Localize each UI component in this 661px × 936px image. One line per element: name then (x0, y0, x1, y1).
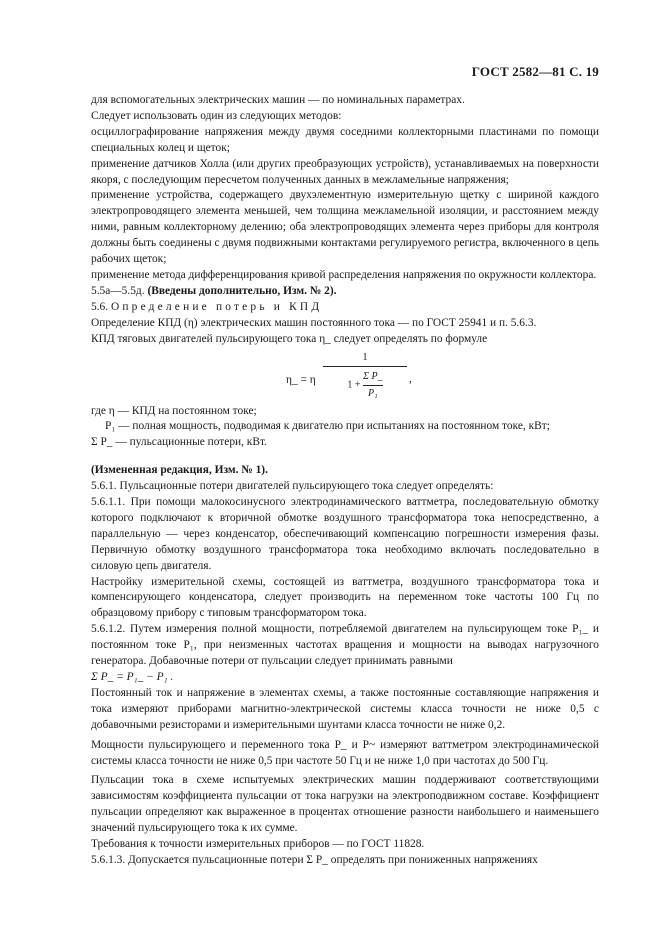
inner-numerator: Σ P_ (363, 369, 383, 386)
amendment-note (91, 284, 599, 300)
section-number: 5.5а—5.5д. (91, 284, 145, 297)
section-number: 5.6. (91, 300, 109, 313)
paragraph: Определение КПД (η) электрических машин постоянного тока — по ГОСТ 25941 и п. 5.6.3. (91, 316, 537, 329)
paragraph: Требования к точности измерительных приборов — по ГОСТ 11828. (91, 838, 425, 851)
definition-line: где η — КПД на постоянном токе; (91, 404, 257, 417)
page-header: ГОСТ 2582—81 С. 19 (471, 64, 599, 79)
amendment-note: (Измененная редакция, Изм. № 1). (91, 464, 268, 477)
losses-formula: Σ P_ = P₁_ − P₁ . (91, 671, 174, 683)
paragraph: 5.6.1.3. Допускается пульсационные потери Σ P_ определять при пониженных напряжениях (91, 853, 538, 866)
formula-fraction (323, 350, 407, 403)
paragraph: применение метода дифференцирования кривой распределения напряжения по окружности коллектора. (91, 268, 597, 281)
section-title: Определение потерь и КПД (110, 300, 323, 313)
paragraph: Постоянный ток и напряжение в элементах схемы, а также постоянные составляющие напряжения и тока измеряют приборами магнитно-электрической системы класса точности не ниже 0,5 с добавочными резисторами и измерительными шунтами класса точности не ниже 0,2. (91, 686, 599, 731)
inner-fraction (363, 369, 383, 402)
paragraph: для вспомогательных электрических машин — по номинальных параметрах. (91, 94, 465, 106)
fraction-numerator: 1 (323, 350, 407, 368)
formula-lhs: η_ = η (286, 373, 316, 386)
efficiency-formula (91, 348, 599, 404)
paragraph: 5.6.1.2. Путем измерения полной мощности, потребляемой двигателем на пульсирующем токе P₁_ и постоянном токе P₁, при неизменных частотах вращения и мощности на выводах нагрузочного генератора. Добавочные потери от пульсации следует принимать равными (91, 623, 599, 668)
document-body (91, 93, 599, 869)
definition-line: Σ P_ — пульсационные потери, кВт. (91, 436, 267, 449)
section-heading (91, 300, 599, 316)
paragraph: осциллографирование напряжения между двумя соседними коллекторными пластинами по помощи специальных колец и щеток; (91, 125, 599, 154)
denominator-prefix: 1 + (347, 380, 361, 392)
formula-comma: , (409, 372, 412, 385)
definition-line: P₁ — полная мощность, подводимая к двигателю при испытаниях на постоянном токе, кВт; (105, 420, 550, 433)
paragraph: Настройку измерительной схемы, состоящей из ваттметра, воздушного трансформатора тока и компенсирующего конденсатора, следует производить на переменном токе частоты 100 Гц по образцовому прибору с типовым трансформатором тока. (91, 575, 599, 620)
paragraph: 5.6.1. Пульсационные потери двигателей пульсирующего тока следует определять: (91, 480, 494, 493)
inner-denominator: P₁ (368, 388, 378, 400)
fraction-denominator (323, 367, 407, 402)
paragraph: применение датчиков Холла (или других преобразующих устройств), устанавливаемых на поверхности якоря, с последующим пересчетом полученных данных в межламельные напряжения; (91, 157, 599, 186)
paragraph: применение устройства, содержащего двухэлементную измерительную щетку с шириной каждого электропроводящего элемента меньшей, чем толщина межламельной изоляции, и расстоянием между ними, равным коллекторному делению; оба электропроводящих элемента через приборы для контроля должны быть соединены с двумя подвижными контактами регулируемого регистра, включенного в цепь рабочих щеток; (91, 189, 599, 266)
paragraph-text: Следует использовать один из следующих методов: (91, 109, 342, 122)
amendment-text: (Введены дополнительно, Изм. № 2). (147, 284, 337, 297)
paragraph (91, 109, 599, 125)
paragraph: 5.6.1.1. При помощи малокосинусного электродинамического ваттметра, последовательную обмотку которого подключают к вторичной обмотке воздушного трансформатора тока непосредственно, а параллельную — через конденсатор, обеспечивающий компенсацию погрешности измерения фазы. Первичную обмотку воздушного трансформатора тока необходимо включать последовательно в силовую цепь двигателя. (91, 496, 599, 572)
paragraph: Пульсации тока в схеме испытуемых электрических машин поддерживают соответствующими зависимостям коэффициента пульсации от тока нагрузки на электроподвижном составе. Коэффициент пульсации определяют как выраженное в процентах отношение разности наибольшего и наименьшего значений пульсирующего тока к их сумме. (91, 774, 599, 835)
paragraph: КПД тяговых двигателей пульсирующего тока η_ следует определять по формуле (91, 332, 488, 345)
paragraph: Мощности пульсирующего и переменного тока P_ и P~ измеряют ваттметром электродинамической системы класса точности не ниже 0,5 при частоте 50 Гц и не ниже 1,0 при частотах до 500 Гц. (91, 738, 599, 767)
